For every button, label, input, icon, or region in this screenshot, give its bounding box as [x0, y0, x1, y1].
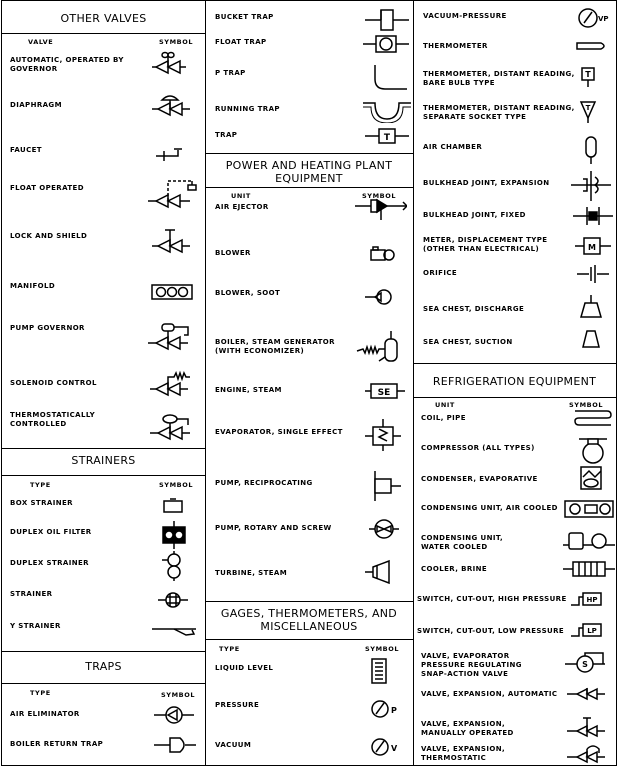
bulkhead-expansion-icon: [571, 171, 611, 201]
solenoid-valve-icon: [150, 369, 198, 397]
traps-title: TRAPS: [85, 660, 122, 673]
boiler-return-trap-icon: [154, 733, 196, 757]
valve-label-7: SOLENOID CONTROL: [10, 379, 97, 387]
auto-expansion-valve-icon: [567, 685, 607, 703]
power-label-5: EVAPORATOR, SINGLE EFFECT: [215, 428, 343, 436]
power-heating-col-b: SYMBOL: [362, 192, 397, 200]
refrig-label-4: CONDENSING UNIT, WATER COOLED: [421, 534, 504, 551]
box-strainer-icon: [162, 498, 186, 514]
lp-tag: LP: [587, 627, 597, 635]
valve-label-5: MANIFOLD: [10, 282, 56, 290]
power-label-1: BLOWER: [215, 249, 251, 257]
bare-bulb-tag: T: [585, 70, 591, 79]
misc-label-10: SEA CHEST, SUCTION: [423, 338, 513, 346]
power-heating-title: POWER AND HEATING PLANT EQUIPMENT: [225, 159, 393, 185]
misc-label-6: BULKHEAD JOINT, FIXED: [423, 211, 526, 219]
valve-label-4: LOCK AND SHIELD: [10, 232, 88, 240]
air-chamber-icon: [583, 135, 599, 165]
refrig-label-11: VALVE, EXPANSION, THERMOSTATIC: [421, 745, 506, 762]
trap-type-label-4: TRAP: [215, 131, 238, 139]
strainers-col-b: SYMBOL: [159, 481, 194, 489]
steam-engine-tag: SE: [377, 388, 391, 398]
socket-tag: T: [585, 104, 591, 112]
traps-col-a: TYPE: [30, 689, 51, 697]
strainers-col-a: TYPE: [30, 481, 51, 489]
diaphragm-valve-icon: [152, 93, 196, 117]
misc-label-4: AIR CHAMBER: [423, 143, 483, 151]
power-label-3: BOILER, STEAM GENERATOR (WITH ECONOMIZER): [215, 338, 335, 355]
evaporator-icon: [365, 419, 405, 451]
refrigeration-title: REFRIGERATION EQUIPMENT: [432, 375, 597, 388]
bulkhead-fixed-icon: [573, 205, 613, 227]
manifold-icon: [150, 283, 196, 301]
vacuum-gage-tag: V: [391, 744, 398, 753]
divider: [205, 639, 413, 640]
sea-chest-discharge-icon: [579, 295, 603, 321]
misc-label-8: ORIFICE: [423, 269, 458, 277]
misc-label-0: VACUUM-PRESSURE: [423, 12, 507, 20]
bare-bulb-thermometer-icon: [579, 65, 599, 89]
power-label-0: AIR EJECTOR: [215, 203, 269, 211]
trap-label-0: AIR ELIMINATOR: [10, 710, 80, 718]
reciprocating-pump-icon: [371, 471, 401, 501]
refrig-label-5: COOLER, BRINE: [421, 565, 488, 573]
divider: [413, 397, 616, 398]
water-cooled-condensing-unit-icon: [563, 527, 615, 555]
gage-label-2: VACUUM: [215, 741, 252, 749]
valve-label-8: THERMOSTATICALLY CONTROLLED: [10, 411, 96, 428]
misc-label-9: SEA CHEST, DISCHARGE: [423, 305, 525, 313]
duplex-strainer-icon: [162, 551, 186, 581]
refrigeration-col-b: SYMBOL: [569, 401, 604, 409]
float-trap-icon: [363, 32, 409, 56]
valve-label-1: DIAPHRAGM: [10, 101, 62, 109]
refrigeration-col-a: UNIT: [435, 401, 455, 409]
thermostatic-expansion-valve-icon: [567, 741, 607, 765]
pump-governor-icon: [148, 319, 200, 351]
evaporative-condenser-icon: [577, 465, 607, 493]
snap-action-valve-icon: [565, 651, 611, 677]
misc-label-2: THERMOMETER, DISTANT READING, BARE BULB TYPE: [423, 70, 575, 87]
refrig-label-10: VALVE, EXPANSION, MANUALLY OPERATED: [421, 720, 514, 737]
displacement-meter-icon: [575, 236, 611, 256]
power-label-7: PUMP, ROTARY AND SCREW: [215, 524, 332, 532]
compressor-icon: [577, 435, 609, 467]
divider: [2, 683, 205, 684]
air-cooled-condensing-unit-icon: [563, 497, 615, 521]
strainer-label-0: BOX STRAINER: [10, 499, 73, 507]
refrig-label-2: CONDENSER, EVAPORATIVE: [421, 475, 538, 483]
trap-icon: [365, 127, 409, 145]
power-label-6: PUMP, RECIPROCATING: [215, 479, 313, 487]
refrig-label-3: CONDENSING UNIT, AIR COOLED: [421, 504, 558, 512]
running-trap-icon: [363, 97, 411, 123]
divider: [205, 601, 413, 602]
refrig-label-1: COMPRESSOR (ALL TYPES): [421, 444, 535, 452]
manual-expansion-valve-icon: [567, 714, 607, 738]
trap-type-label-3: RUNNING TRAP: [215, 105, 280, 113]
high-pressure-switch-icon: [569, 591, 609, 611]
orifice-icon: [577, 263, 609, 285]
vacuum-gage-icon: [369, 735, 403, 759]
faucet-icon: [154, 145, 198, 163]
liquid-level-icon: [370, 657, 388, 685]
svg-text:T: T: [383, 133, 391, 143]
trap-type-label-0: BUCKET TRAP: [215, 13, 274, 21]
valve-label-3: FLOAT OPERATED: [10, 184, 84, 192]
sea-chest-suction-icon: [579, 327, 603, 351]
refrig-label-0: COIL, PIPE: [421, 414, 466, 422]
duplex-oil-filter-icon: [160, 521, 188, 549]
bucket-trap-icon: [365, 7, 409, 33]
valve-label-2: FAUCET: [10, 146, 42, 154]
brine-cooler-icon: [563, 559, 615, 579]
traps-col-b: SYMBOL: [161, 691, 196, 699]
pipe-coil-icon: [573, 408, 613, 428]
trap-type-label-1: FLOAT TRAP: [215, 38, 267, 46]
rotary-pump-icon: [369, 518, 399, 540]
socket-thermometer-icon: [579, 100, 599, 124]
gages-col-a: TYPE: [219, 645, 240, 653]
strainers-title: STRAINERS: [71, 454, 136, 467]
column-1: [1, 0, 206, 766]
gages-col-b: SYMBOL: [365, 645, 400, 653]
meter-tag: M: [588, 243, 596, 252]
thermometer-icon: [575, 39, 611, 53]
float-valve-icon: [148, 177, 200, 209]
refrig-label-7: SWITCH, CUT-OUT, LOW PRESSURE: [417, 627, 565, 635]
strainer-icon: [158, 589, 188, 611]
other-valves-title: OTHER VALVES: [60, 12, 147, 25]
refrig-label-6: SWITCH, CUT-OUT, HIGH PRESSURE: [417, 595, 567, 603]
divider: [2, 651, 205, 652]
thermostatic-valve-icon: [150, 411, 200, 443]
column-2: [205, 0, 414, 766]
soot-blower-icon: [365, 287, 397, 307]
vacuum-pressure-tag: VP: [598, 15, 609, 23]
pressure-gage-tag: P: [391, 706, 397, 715]
divider: [205, 153, 413, 154]
trap-type-label-2: P TRAP: [215, 69, 246, 77]
divider: [2, 475, 205, 476]
pressure-gage-icon: [369, 697, 403, 721]
trap-label-1: BOILER RETURN TRAP: [10, 740, 104, 748]
governor-valve-icon: [152, 49, 196, 75]
refrig-label-9: VALVE, EXPANSION, AUTOMATIC: [421, 690, 558, 698]
snap-valve-tag: S: [582, 660, 588, 669]
y-strainer-icon: [152, 621, 198, 639]
steam-engine-icon: [365, 382, 405, 400]
gage-label-0: LIQUID LEVEL: [215, 664, 274, 672]
gage-label-1: PRESSURE: [215, 701, 260, 709]
boiler-icon: [355, 331, 405, 365]
valve-label-6: PUMP GOVERNOR: [10, 324, 85, 332]
lock-shield-valve-icon: [152, 226, 196, 254]
gages-title: GAGES, THERMOMETERS, AND MISCELLANEOUS: [220, 607, 398, 633]
power-label-2: BLOWER, SOOT: [215, 289, 281, 297]
hp-tag: HP: [586, 596, 598, 604]
refrig-label-8: VALVE, EVAPORATOR PRESSURE REGULATING SNAP-ACTION VALVE: [421, 652, 522, 678]
other-valves-col-a: VALVE: [28, 38, 54, 46]
low-pressure-switch-icon: [569, 622, 609, 642]
steam-turbine-icon: [365, 557, 401, 587]
column-3: [413, 0, 617, 766]
blower-icon: [369, 245, 397, 263]
power-label-8: TURBINE, STEAM: [215, 569, 288, 577]
divider: [413, 363, 616, 364]
divider: [205, 187, 413, 188]
divider: [2, 448, 205, 449]
air-eliminator-icon: [154, 704, 194, 726]
strainer-label-1: DUPLEX OIL FILTER: [10, 528, 92, 536]
misc-label-3: THERMOMETER, DISTANT READING, SEPARATE SOCKET TYPE: [423, 104, 575, 121]
misc-label-7: METER, DISPLACEMENT TYPE (OTHER THAN ELECTRICAL): [423, 236, 548, 253]
power-label-4: ENGINE, STEAM: [215, 386, 282, 394]
power-heating-col-a: UNIT: [231, 192, 251, 200]
air-ejector-icon: [355, 196, 407, 222]
misc-label-1: THERMOMETER: [423, 42, 488, 50]
vacuum-pressure-gage-icon: [577, 6, 611, 30]
other-valves-col-b: SYMBOL: [159, 38, 194, 46]
strainer-label-2: DUPLEX STRAINER: [10, 559, 89, 567]
p-trap-icon: [371, 63, 411, 93]
misc-label-5: BULKHEAD JOINT, EXPANSION: [423, 179, 550, 187]
strainer-label-3: STRAINER: [10, 590, 53, 598]
strainer-label-4: Y STRAINER: [10, 622, 61, 630]
divider: [2, 33, 205, 34]
valve-label-0: AUTOMATIC, OPERATED BY GOVERNOR: [10, 56, 124, 73]
